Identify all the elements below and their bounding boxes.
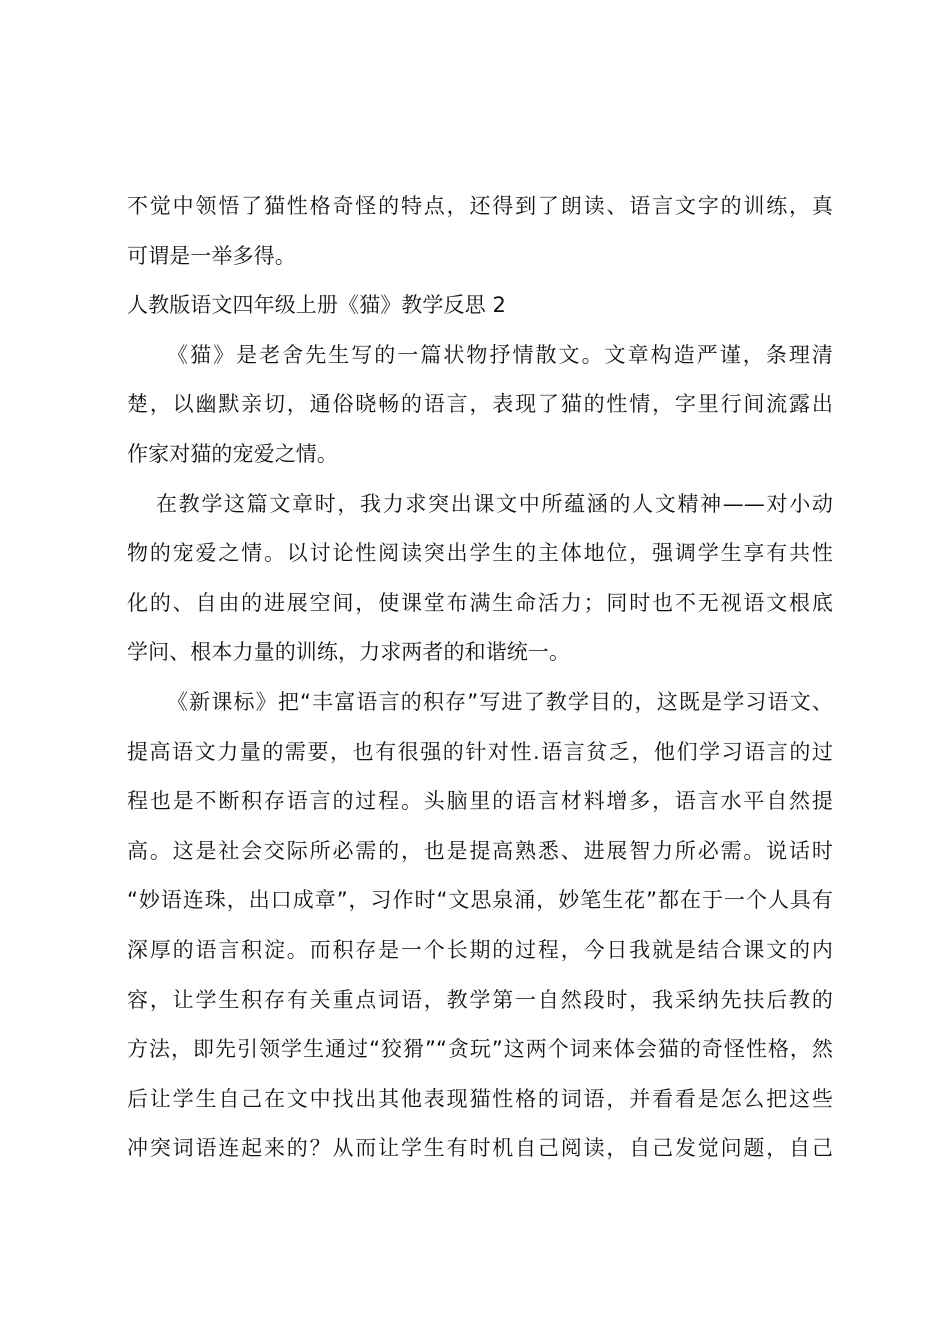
text-line: 楚，以幽默亲切，通俗晓畅的语言，表现了猫的性情，字里行间流露出	[127, 392, 833, 417]
paragraph-continuation	[127, 182, 833, 281]
text-line: 不觉中领悟了猫性格奇怪的特点，还得到了朗读、语言文字的训练，真	[127, 194, 833, 218]
text-line: 容，让学生积存有关重点词语，教学第一自然段时，我采纳先扶后教的	[127, 987, 833, 1012]
text-line: 物的宠爱之情。以讨论性阅读突出学生的主体地位，强调学生享有共性	[127, 541, 833, 566]
paragraph-teaching	[127, 480, 833, 678]
paragraph-curriculum	[127, 678, 833, 1174]
document-body	[127, 182, 833, 1174]
text-line: 化的、自由的进展空间，使课堂布满生命活力；同时也不无视语文根底	[127, 590, 833, 615]
text-line: 深厚的语言积淀。而积存是一个长期的过程，今日我就是结合课文的内	[127, 937, 833, 962]
text-line: 提高语文力量的需要，也有很强的针对性.语言贫乏，他们学习语言的过	[127, 739, 833, 764]
text-line: 程也是不断积存语言的过程。头脑里的语言材料增多，语言水平自然提	[127, 789, 833, 814]
paragraph-intro	[127, 331, 833, 480]
text-line: 方法，即先引领学生通过“狡猾”“贪玩”这两个词来体会猫的奇怪性格，然	[127, 1037, 833, 1062]
text-line: 学问、根本力量的训练，力求两者的和谐统一。	[127, 640, 571, 665]
text-line: 在教学这篇文章时，我力求突出课文中所蕴涵的人文精神——对小动	[156, 491, 833, 516]
heading-text: 人教版语文四年级上册《猫》教学反思 2	[127, 293, 506, 318]
section-heading	[127, 281, 833, 331]
text-line: 《猫》是老舍先生写的一篇状物抒情散文。文章构造严谨，条理清	[167, 342, 833, 367]
text-line: 冲突词语连起来的？从而让学生有时机自己阅读，自己发觉问题，自己	[127, 1136, 833, 1161]
text-line: 可谓是一举多得。	[127, 243, 296, 268]
text-line: 《新课标》把“丰富语言的积存”写进了教学目的，这既是学习语文、	[167, 689, 833, 714]
text-line: “妙语连珠，出口成章”，习作时“文思泉涌，妙笔生花”都在于一个人具有	[127, 888, 833, 913]
text-line: 高。这是社会交际所必需的，也是提高熟悉、进展智力所必需。说话时	[127, 838, 833, 863]
text-line: 作家对猫的宠爱之情。	[127, 441, 338, 466]
text-line: 后让学生自己在文中找出其他表现猫性格的词语，并看看是怎么把这些	[127, 1086, 833, 1111]
